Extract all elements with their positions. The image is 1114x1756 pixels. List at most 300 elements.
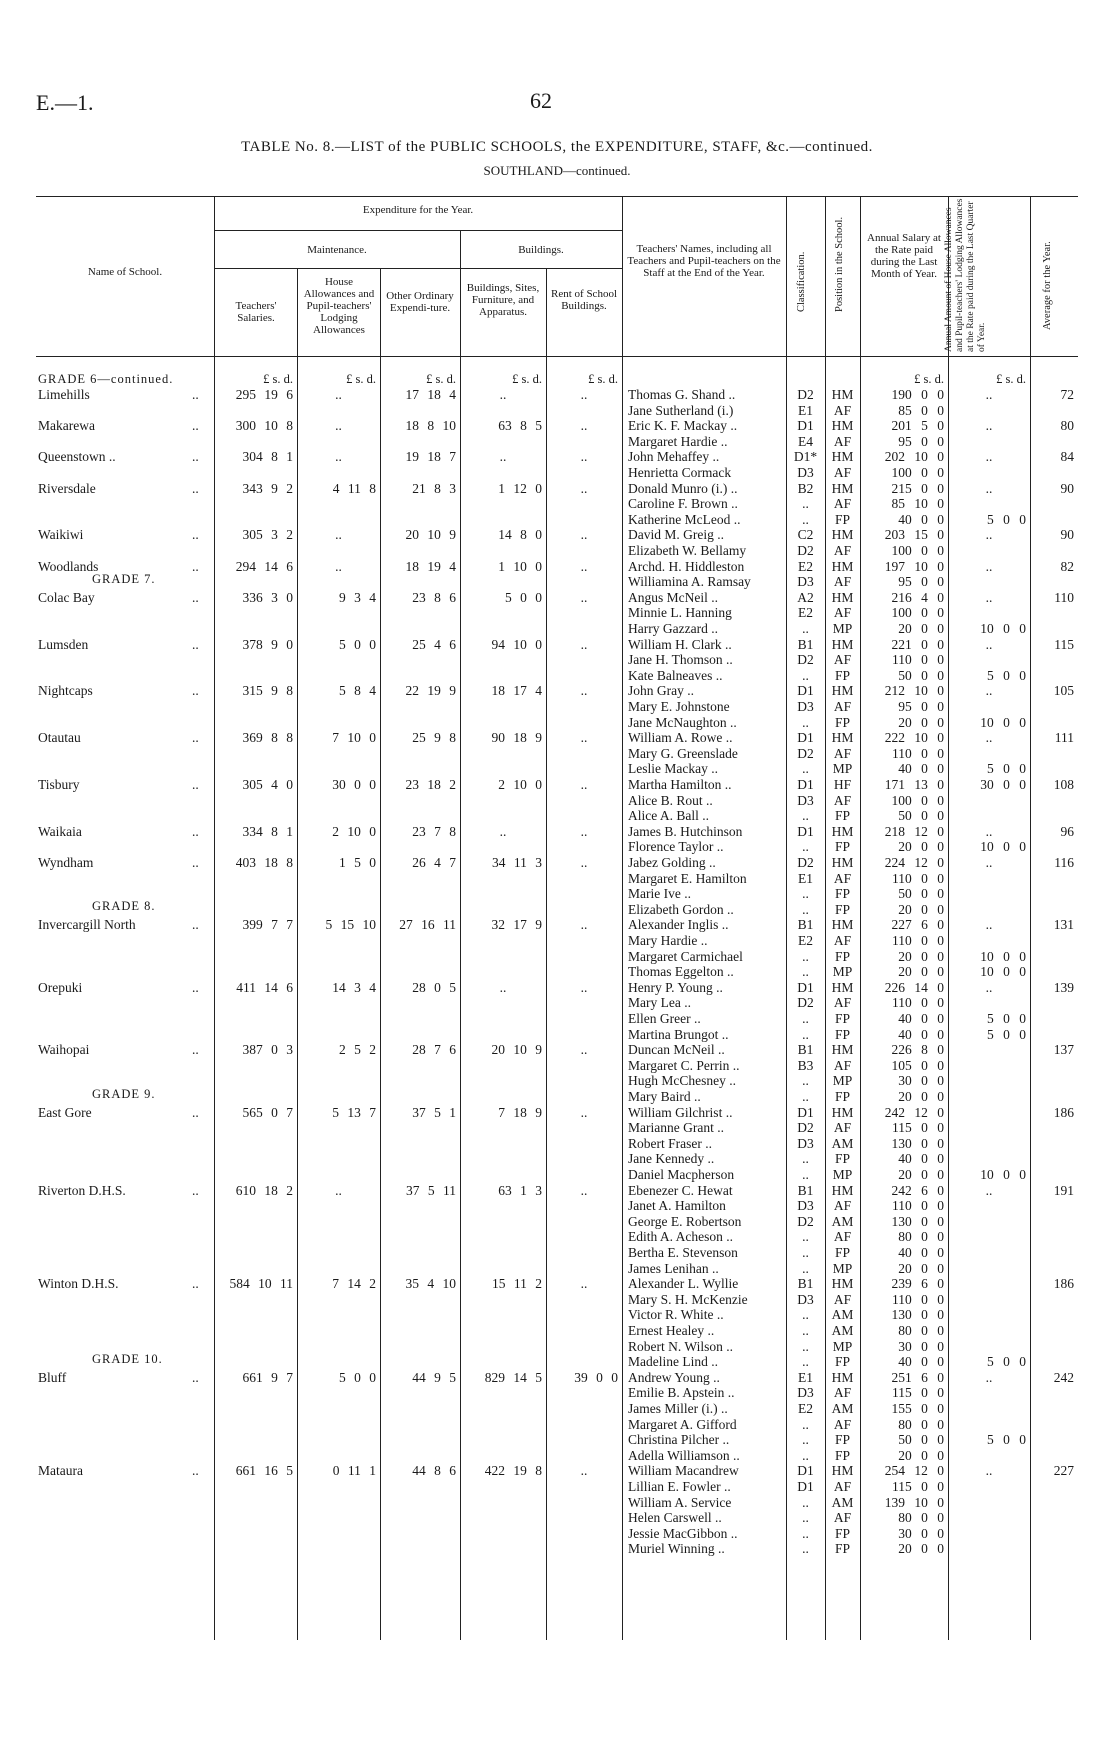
teacher-classification: ..	[802, 1026, 809, 1042]
teacher-salary: 95 0 0	[898, 433, 944, 449]
expenditure-other: 19 18 7	[405, 449, 456, 465]
teacher-classification: E2	[798, 933, 813, 948]
expenditure-other: 21 8 3	[412, 480, 456, 496]
teacher-position: FP	[834, 1447, 851, 1463]
teacher-classification: D1	[797, 1463, 814, 1479]
average-attendance: 90	[1060, 480, 1074, 496]
header-name-of-school: Name of School.	[87, 266, 163, 278]
teacher-position: HM	[831, 1042, 854, 1058]
teacher-salary: 226 14 0	[884, 979, 944, 995]
column-rule	[622, 196, 623, 1640]
school-name: Winton D.H.S.	[38, 1276, 119, 1292]
subheader-rule	[214, 268, 622, 269]
school-name: Makarewa	[38, 418, 95, 434]
teacher-classification: E2	[798, 605, 813, 621]
teacher-salary: 115 0 0	[892, 1120, 944, 1136]
teacher-classification: D1	[797, 418, 814, 434]
expenditure-house: 7 14 2	[332, 1276, 376, 1292]
expenditure-house: ..	[335, 387, 342, 402]
expenditure-house: 4 11 8	[332, 480, 376, 496]
school-name: Tisbury	[38, 777, 80, 792]
teacher-allowance: 5 0 0	[987, 511, 1026, 527]
expenditure-salaries: 294 14 6	[235, 558, 293, 574]
teacher-name: Elizabeth Gordon ..	[628, 901, 734, 917]
teacher-name: Alice A. Ball ..	[628, 808, 709, 824]
expenditure-salaries: 315 9 8	[242, 683, 293, 699]
teacher-classification: ..	[802, 1510, 809, 1526]
expenditure-house: 1 5 0	[339, 855, 376, 870]
header-teachers-names: Teachers' Names, including all Teachers and Pupil-teachers on the Staff at the End of the Year.	[627, 243, 781, 279]
currency-units: £ s. d.	[512, 372, 542, 386]
expenditure-rent: ..	[580, 979, 588, 995]
teacher-name: Christina Pilcher ..	[628, 1432, 730, 1448]
average-attendance: 186	[1053, 1104, 1074, 1120]
column-rule	[460, 230, 461, 1640]
expenditure-salaries: 300 10 8	[235, 418, 293, 434]
expenditure-other: 23 7 8	[412, 823, 456, 839]
teacher-name: Alice B. Rout ..	[628, 792, 713, 808]
expenditure-buildings: 7 18 9	[498, 1104, 542, 1120]
expenditure-other: 26 4 7	[412, 855, 456, 870]
expenditure-other: 23 18 2	[405, 777, 456, 792]
teacher-classification: D2	[797, 1120, 814, 1136]
expenditure-buildings: 14 8 0	[498, 527, 542, 543]
column-rule	[297, 268, 298, 1640]
teacher-salary: 139 10 0	[884, 1494, 944, 1510]
teacher-salary: 50 0 0	[898, 886, 944, 902]
teacher-name: Madeline Lind ..	[628, 1354, 718, 1370]
teacher-classification: B2	[797, 480, 814, 496]
school-dots: ..	[192, 1104, 199, 1120]
teacher-position: AF	[833, 870, 852, 886]
school-dots: ..	[192, 1276, 199, 1292]
teacher-salary: 218 12 0	[884, 823, 944, 839]
header-buildings-sites: Buildings, Sites, Furniture, and Apparatus.	[466, 282, 540, 318]
teacher-name: James B. Hutchinson	[628, 823, 743, 839]
teacher-salary: 30 0 0	[898, 1073, 944, 1089]
teacher-position: AF	[833, 652, 852, 668]
teacher-name: William A. Rowe ..	[628, 730, 733, 746]
teacher-name: Helen Carswell ..	[628, 1510, 722, 1526]
teacher-salary: 40 0 0	[898, 1245, 944, 1260]
expenditure-salaries: 369 8 8	[242, 730, 293, 746]
teacher-position: HM	[831, 1276, 854, 1292]
expenditure-rent: ..	[580, 855, 588, 870]
teacher-name: Robert Fraser ..	[628, 1135, 712, 1151]
expenditure-rent: ..	[580, 1276, 588, 1292]
teacher-classification: ..	[802, 714, 809, 730]
currency-units: £ s. d.	[914, 372, 944, 386]
teacher-name: Donald Munro (i.) ..	[628, 480, 738, 496]
teacher-allowance: ..	[985, 979, 993, 995]
expenditure-rent: ..	[580, 730, 588, 746]
expenditure-buildings: 2 10 0	[498, 777, 542, 792]
average-attendance: 82	[1060, 558, 1074, 574]
average-attendance: 90	[1060, 527, 1074, 543]
average-attendance: 80	[1060, 418, 1074, 434]
teacher-salary: 224 12 0	[884, 855, 944, 870]
expenditure-buildings: 829 14 5	[484, 1369, 542, 1385]
teacher-position: AM	[831, 1494, 854, 1510]
expenditure-rent: ..	[580, 823, 588, 839]
grade-heading: GRADE 9.	[92, 1086, 156, 1101]
teacher-classification: ..	[802, 1151, 809, 1167]
school-name: Bluff	[38, 1369, 67, 1385]
teacher-salary: 20 0 0	[898, 1167, 944, 1182]
teacher-position: AM	[831, 1135, 854, 1151]
average-attendance: 110	[1054, 589, 1074, 605]
expenditure-salaries: 378 9 0	[242, 636, 293, 652]
teacher-name: Martina Brungot ..	[628, 1026, 729, 1042]
teacher-name: Adella Williamson ..	[628, 1447, 740, 1463]
expenditure-house: 5 0 0	[339, 1369, 376, 1385]
teacher-allowance: ..	[985, 527, 993, 543]
teacher-classification: B1	[797, 1182, 814, 1198]
teacher-name: Emilie B. Apstein ..	[628, 1385, 735, 1401]
teacher-name: Kate Balneaves ..	[628, 667, 723, 683]
teacher-classification: D3	[797, 465, 814, 480]
teacher-classification: D1	[797, 1479, 814, 1494]
teacher-salary: 20 0 0	[898, 1447, 944, 1463]
teacher-salary: 50 0 0	[898, 808, 944, 824]
teacher-position: HM	[831, 636, 854, 652]
teacher-salary: 20 0 0	[898, 839, 944, 855]
expenditure-buildings: ..	[499, 387, 507, 402]
header-bottom-rule	[36, 356, 1078, 357]
teacher-name: Ellen Greer ..	[628, 1011, 701, 1026]
expenditure-other: 28 7 6	[412, 1042, 456, 1058]
teacher-name: Harry Gazzard ..	[628, 621, 718, 636]
teacher-position: AF	[833, 933, 852, 948]
expenditure-house: 2 10 0	[332, 823, 376, 839]
teacher-name: Angus McNeil ..	[628, 589, 718, 605]
expenditure-other: 22 19 9	[405, 683, 456, 699]
school-name: Wyndham	[38, 855, 94, 870]
teacher-classification: ..	[802, 1245, 809, 1260]
teacher-classification: B1	[797, 1276, 814, 1292]
expenditure-rent: ..	[580, 683, 588, 699]
average-attendance: 227	[1053, 1463, 1074, 1479]
teacher-name: David M. Greig ..	[628, 527, 724, 543]
teacher-salary: 197 10 0	[884, 558, 944, 574]
expenditure-buildings: 63 8 5	[498, 418, 542, 434]
teacher-allowance: ..	[985, 589, 993, 605]
teacher-classification: D2	[797, 995, 814, 1011]
teacher-allowance: ..	[985, 387, 993, 402]
expenditure-rent: ..	[580, 1182, 588, 1198]
teacher-name: Mary S. H. McKenzie	[628, 1291, 748, 1307]
teacher-classification: ..	[802, 1167, 809, 1182]
expenditure-house: 9 3 4	[339, 589, 376, 605]
teacher-allowance: ..	[985, 1182, 993, 1198]
expenditure-salaries: 334 8 1	[242, 823, 293, 839]
expenditure-salaries: 305 4 0	[242, 777, 293, 792]
teacher-salary: 85 10 0	[891, 496, 944, 512]
teacher-allowance: 5 0 0	[987, 1354, 1026, 1370]
teacher-classification: ..	[802, 1229, 809, 1245]
expenditure-rent: ..	[580, 777, 588, 792]
grade-heading: GRADE 8.	[92, 899, 156, 914]
expenditure-other: 27 16 11	[399, 917, 456, 933]
header-annual-salary: Annual Salary at the Rate paid during the Last Month of Year.	[867, 232, 941, 280]
teacher-position: FP	[834, 1541, 851, 1557]
teacher-name: Henry P. Young ..	[628, 979, 723, 995]
teacher-classification: E2	[798, 558, 813, 574]
teacher-position: AF	[833, 1479, 852, 1494]
currency-units: £ s. d.	[263, 372, 293, 386]
teacher-name: Ernest Healey ..	[628, 1323, 715, 1338]
header-annual-allowances: Annual Amount of House Allowances and Pupil-teachers' Lodging Allowances at the Rate paid during the Last Quarter of Year.	[944, 198, 987, 352]
header-buildings: Buildings.	[518, 244, 564, 256]
expenditure-rent: ..	[580, 1104, 588, 1120]
school-dots: ..	[192, 527, 199, 543]
teacher-name: Bertha E. Stevenson	[628, 1245, 738, 1260]
teacher-name: Mary G. Greenslade	[628, 745, 738, 761]
expenditure-other: 25 4 6	[412, 636, 456, 652]
teacher-allowance: 10 0 0	[980, 948, 1026, 964]
expenditure-house: 0 11 1	[332, 1463, 376, 1479]
teacher-name: Florence Taylor ..	[628, 839, 724, 855]
teacher-classification: B1	[797, 1042, 814, 1058]
teacher-position: AF	[833, 433, 852, 449]
teacher-salary: 100 0 0	[891, 792, 944, 808]
school-name: Woodlands	[38, 558, 99, 574]
teacher-position: AF	[833, 1057, 852, 1073]
teacher-name: Margaret E. Hamilton	[628, 870, 747, 886]
teacher-position: AF	[833, 465, 852, 480]
teacher-name: Edith A. Acheson ..	[628, 1229, 733, 1245]
teacher-name: Henrietta Cormack	[628, 465, 732, 480]
school-name: Otautau	[38, 730, 81, 746]
teacher-salary: 20 0 0	[898, 714, 944, 730]
school-name: Limehills	[38, 387, 90, 402]
teacher-name: Victor R. White ..	[628, 1307, 724, 1323]
teacher-classification: D1	[797, 683, 814, 699]
header-classification: Classification.	[796, 251, 807, 312]
teacher-position: HM	[831, 449, 854, 465]
teacher-name: John Gray ..	[628, 683, 694, 699]
expenditure-salaries: 565 0 7	[242, 1104, 293, 1120]
teacher-salary: 40 0 0	[898, 1354, 944, 1370]
teacher-position: AF	[833, 792, 852, 808]
teacher-salary: 110 0 0	[892, 1291, 944, 1307]
expenditure-rent: ..	[580, 636, 588, 652]
teacher-position: HM	[831, 1463, 854, 1479]
teacher-allowance: ..	[985, 1463, 993, 1479]
teacher-salary: 50 0 0	[898, 667, 944, 683]
teacher-classification: ..	[802, 1307, 809, 1323]
teacher-salary: 20 0 0	[898, 621, 944, 636]
expenditure-buildings: 34 11 3	[492, 855, 542, 870]
teacher-classification: D3	[797, 792, 814, 808]
expenditure-rent: ..	[580, 917, 588, 933]
school-name: Waikaia	[38, 823, 82, 839]
school-dots: ..	[192, 917, 199, 933]
teacher-classification: D2	[797, 387, 814, 402]
expenditure-house: ..	[335, 449, 342, 465]
teacher-position: MP	[832, 761, 853, 777]
expenditure-rule	[214, 230, 622, 231]
school-name: Lumsden	[38, 636, 89, 652]
column-rule	[214, 196, 215, 1640]
teacher-classification: ..	[802, 1494, 809, 1510]
average-attendance: 131	[1053, 917, 1074, 933]
teacher-position: HM	[831, 589, 854, 605]
expenditure-buildings: 32 17 9	[491, 917, 542, 933]
teacher-name: Mary Baird ..	[628, 1089, 701, 1104]
teacher-classification: B1	[797, 636, 814, 652]
teacher-position: AF	[833, 1120, 852, 1136]
expenditure-salaries: 661 9 7	[242, 1369, 293, 1385]
teacher-name: William Gilchrist ..	[628, 1104, 733, 1120]
school-dots: ..	[192, 730, 199, 746]
expenditure-salaries: 661 16 5	[235, 1463, 293, 1479]
teacher-position: MP	[832, 621, 853, 636]
teacher-classification: ..	[802, 948, 809, 964]
teacher-position: HM	[831, 917, 854, 933]
teacher-classification: ..	[802, 761, 809, 777]
header-position: Position in the School.	[834, 216, 845, 312]
teacher-position: AF	[833, 995, 852, 1011]
teacher-name: Margaret Carmichael	[628, 948, 743, 964]
teacher-name: Jane Kennedy ..	[628, 1151, 715, 1167]
teacher-name: Marie Ive ..	[628, 886, 691, 902]
teacher-name: Margaret A. Gifford	[628, 1416, 737, 1432]
teacher-name: Mary Lea ..	[628, 995, 691, 1011]
teacher-position: FP	[834, 1011, 851, 1026]
column-rule	[1030, 196, 1031, 1640]
teacher-salary: 216 4 0	[891, 589, 944, 605]
teacher-salary: 115 0 0	[892, 1385, 944, 1401]
expenditure-house: ..	[335, 558, 342, 574]
teacher-classification: A2	[797, 589, 814, 605]
teacher-name: Mary E. Johnstone	[628, 699, 730, 714]
expenditure-buildings: ..	[499, 979, 507, 995]
teacher-position: HM	[831, 1182, 854, 1198]
expenditure-house: ..	[335, 418, 342, 434]
grade-heading: GRADE 6—continued.	[38, 372, 174, 386]
teacher-name: Margaret Hardie ..	[628, 433, 728, 449]
teacher-position: AF	[833, 1291, 852, 1307]
expenditure-buildings: 422 19 8	[484, 1463, 542, 1479]
header-expenditure: Expenditure for the Year.	[362, 204, 474, 216]
teacher-classification: D3	[797, 699, 814, 714]
school-dots: ..	[192, 636, 199, 652]
teacher-name: Thomas Eggelton ..	[628, 964, 734, 980]
expenditure-buildings: 1 10 0	[498, 558, 542, 574]
teacher-salary: 95 0 0	[898, 574, 944, 590]
teacher-position: HM	[831, 683, 854, 699]
expenditure-house: 2 5 2	[339, 1042, 376, 1058]
teacher-name: Jane H. Thomson ..	[628, 652, 733, 668]
expenditure-other: 25 9 8	[412, 730, 456, 746]
teacher-salary: 85 0 0	[898, 402, 944, 418]
teacher-salary: 239 6 0	[891, 1276, 944, 1292]
teacher-classification: ..	[802, 1541, 809, 1557]
teacher-position: HM	[831, 480, 854, 496]
teacher-salary: 171 13 0	[884, 777, 944, 792]
teacher-salary: 80 0 0	[898, 1416, 944, 1432]
teacher-allowance: 10 0 0	[980, 1167, 1026, 1182]
teacher-classification: D1	[797, 777, 814, 792]
average-attendance: 115	[1054, 636, 1074, 652]
teacher-allowance: ..	[985, 917, 993, 933]
teacher-name: Katherine McLeod ..	[628, 511, 741, 527]
table-subtitle: SOUTHLAND—continued.	[483, 163, 631, 178]
teacher-salary: 221 0 0	[891, 636, 944, 652]
teacher-position: HM	[831, 1104, 854, 1120]
average-attendance: 72	[1060, 387, 1074, 402]
teacher-position: FP	[834, 886, 851, 902]
teacher-position: MP	[832, 1167, 853, 1182]
teacher-position: AF	[833, 543, 852, 558]
teacher-allowance: 5 0 0	[987, 761, 1026, 777]
school-dots: ..	[192, 387, 199, 402]
teacher-classification: D1	[797, 823, 814, 839]
teacher-salary: 155 0 0	[891, 1401, 944, 1416]
school-name: Queenstown ..	[38, 449, 116, 465]
teacher-name: Thomas G. Shand ..	[628, 387, 736, 402]
teacher-position: FP	[834, 901, 851, 917]
teacher-name: Jane McNaughton ..	[628, 714, 737, 730]
school-dots: ..	[192, 589, 199, 605]
teacher-classification: D1	[797, 1104, 814, 1120]
teacher-name: Alexander Inglis ..	[628, 917, 729, 933]
teacher-classification: ..	[802, 839, 809, 855]
school-name: Nightcaps	[38, 683, 93, 699]
teacher-salary: 20 0 0	[898, 1541, 944, 1557]
teacher-classification: E1	[798, 402, 813, 418]
school-name: Waikiwi	[38, 527, 84, 543]
average-attendance: 186	[1053, 1276, 1074, 1292]
school-dots: ..	[192, 1042, 199, 1058]
teacher-name: Muriel Winning ..	[628, 1541, 725, 1557]
expenditure-other: 23 8 6	[412, 589, 456, 605]
header-other-expenditure: Other Ordinary Expendi-ture.	[386, 290, 454, 314]
teacher-classification: ..	[802, 964, 809, 980]
teacher-name: James Miller (i.) ..	[628, 1401, 728, 1416]
column-rule	[546, 268, 547, 1640]
teacher-classification: D3	[797, 1291, 814, 1307]
teacher-allowance: ..	[985, 558, 993, 574]
teacher-name: Martha Hamilton ..	[628, 777, 732, 792]
teacher-salary: 20 0 0	[898, 948, 944, 964]
teacher-classification: ..	[802, 1260, 809, 1276]
header-teachers-salaries: Teachers' Salaries.	[235, 300, 277, 324]
teacher-salary: 50 0 0	[898, 1432, 944, 1448]
average-attendance: 242	[1053, 1369, 1074, 1385]
expenditure-house: 30 0 0	[332, 777, 376, 792]
expenditure-salaries: 403 18 8	[235, 855, 293, 870]
school-name: Colac Bay	[38, 589, 95, 605]
teacher-name: Williamina A. Ramsay	[628, 574, 751, 590]
teacher-classification: ..	[802, 901, 809, 917]
expenditure-rent: ..	[580, 527, 588, 543]
teacher-position: FP	[834, 511, 851, 527]
teacher-position: HM	[831, 418, 854, 434]
school-name: Riversdale	[38, 480, 96, 496]
teacher-salary: 203 15 0	[884, 527, 944, 543]
school-dots: ..	[192, 979, 199, 995]
expenditure-rent: ..	[580, 418, 588, 434]
teacher-position: AM	[831, 1323, 854, 1338]
teacher-name: Margaret C. Perrin ..	[628, 1057, 740, 1073]
school-dots: ..	[192, 1369, 199, 1385]
teacher-classification: B1	[797, 917, 814, 933]
teacher-position: HM	[831, 823, 854, 839]
teacher-classification: D2	[797, 543, 814, 558]
column-rule	[860, 196, 861, 1640]
